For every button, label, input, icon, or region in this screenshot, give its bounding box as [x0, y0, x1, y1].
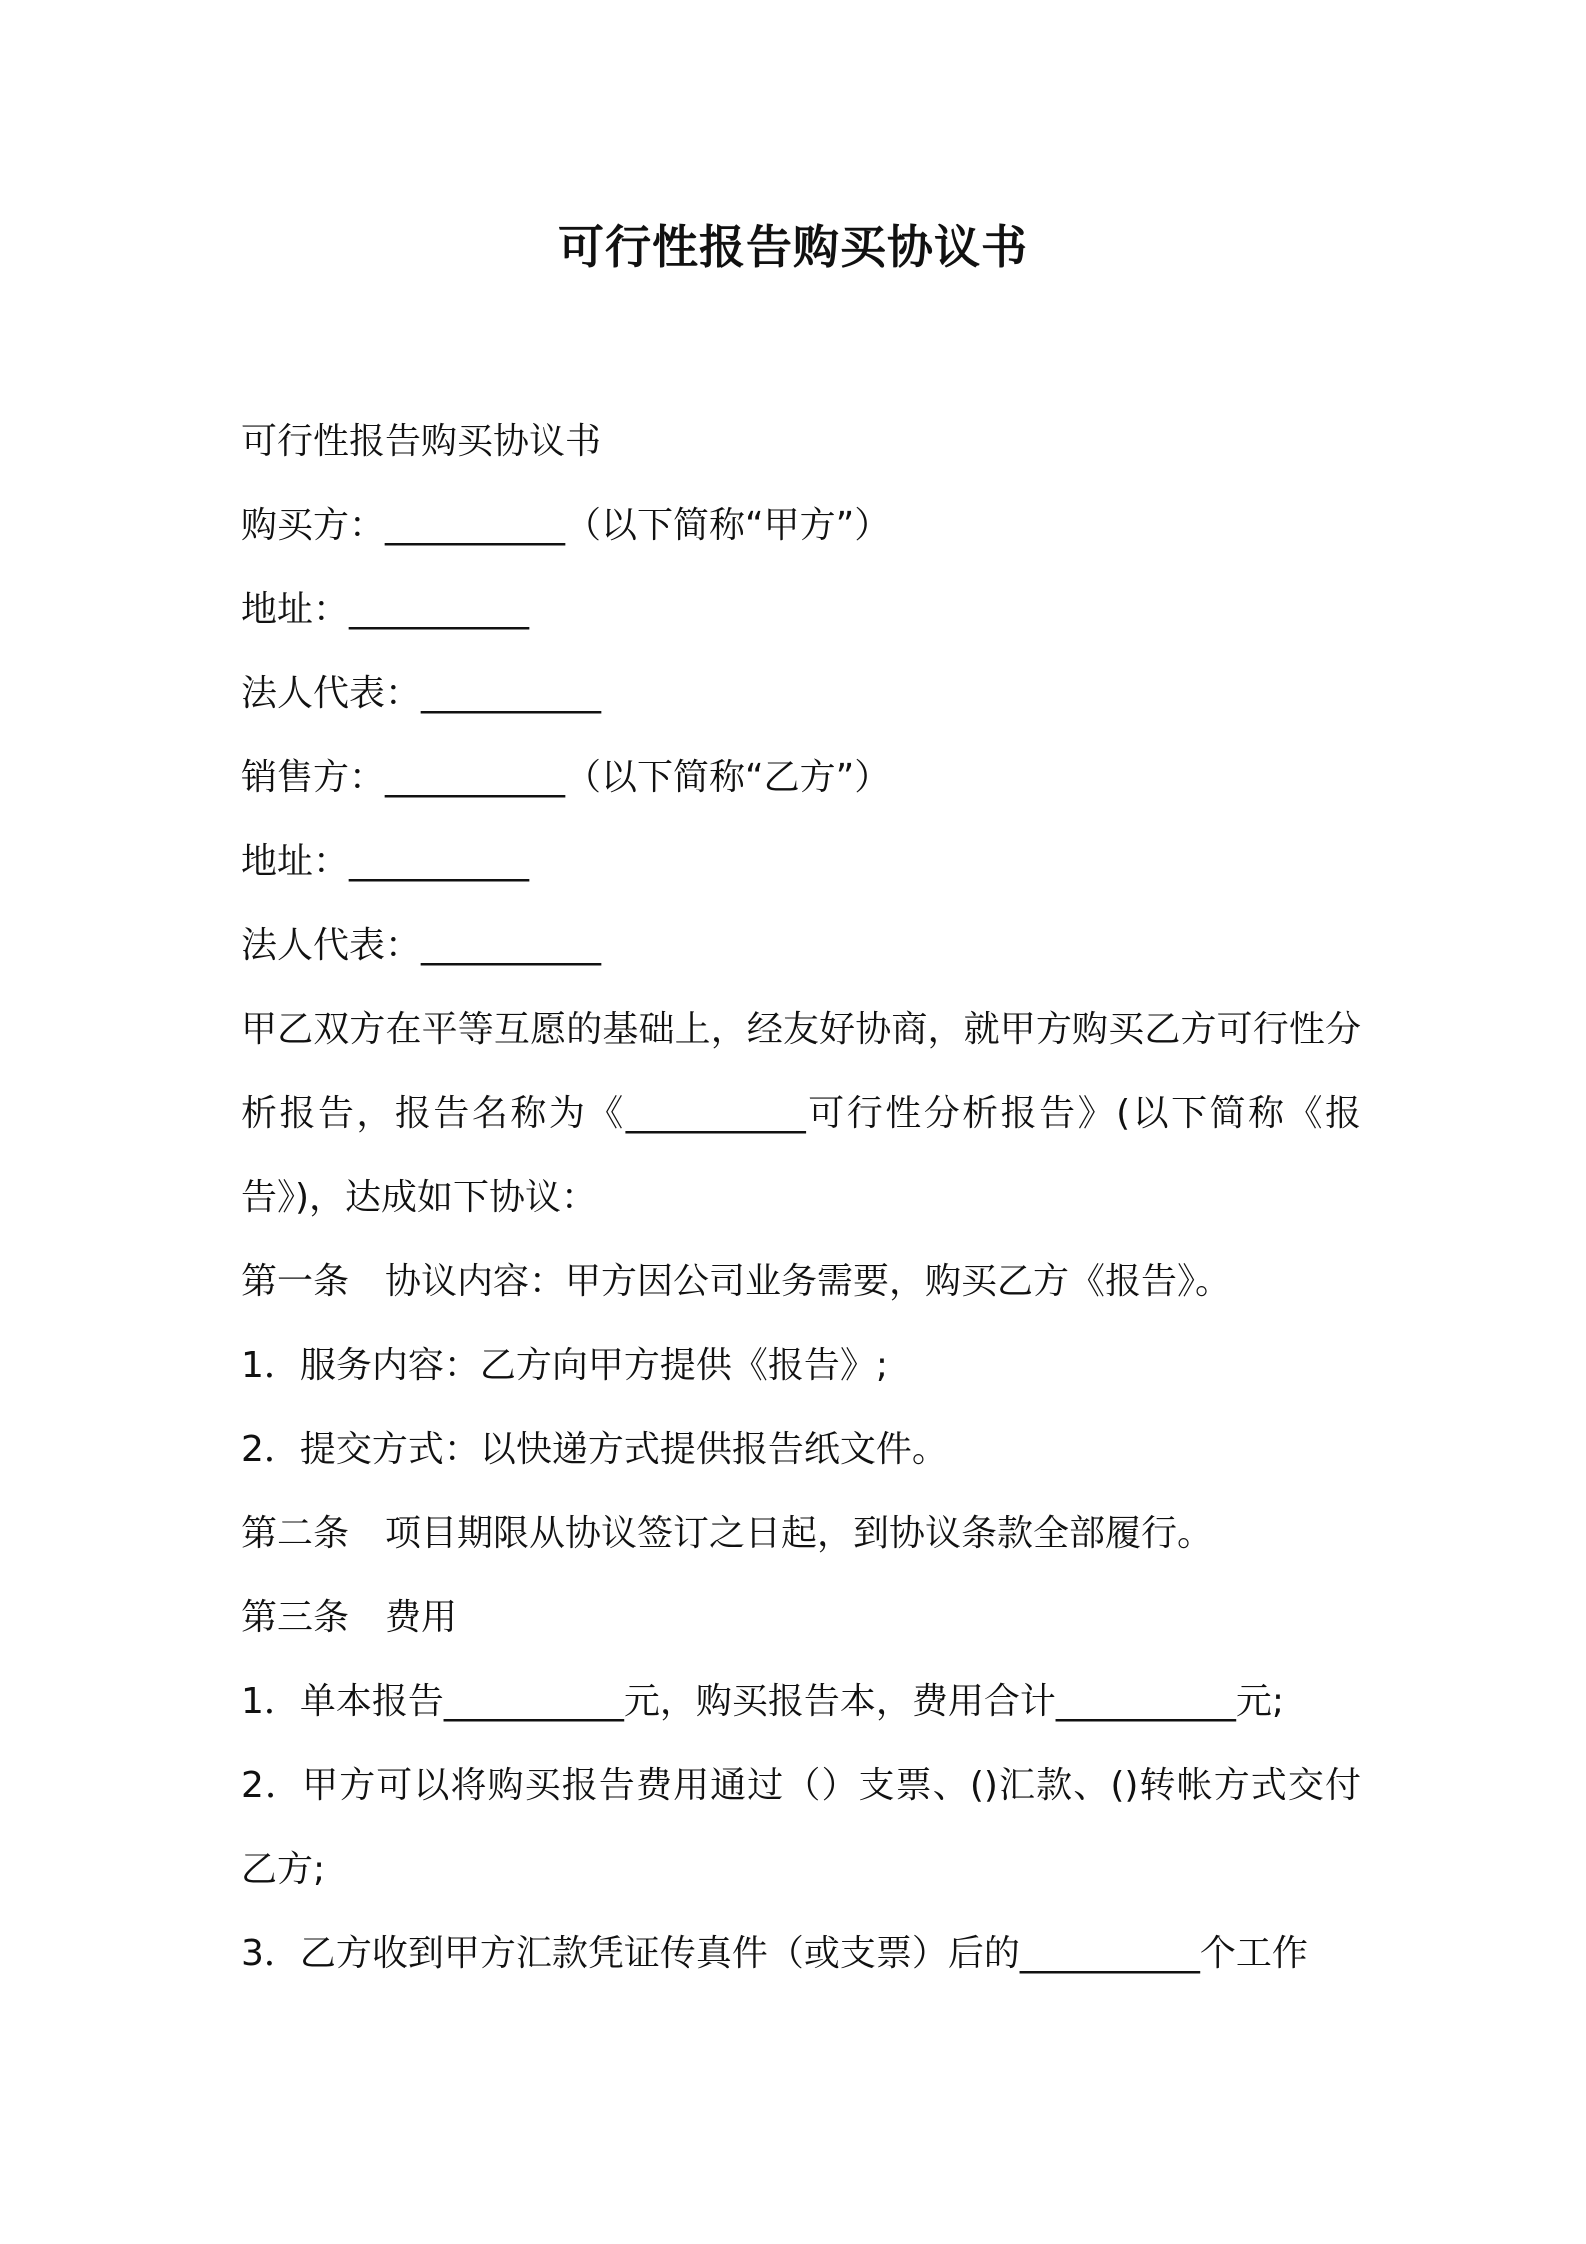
paragraph-heading: 可行性报告购买协议书 — [241, 421, 602, 462]
paragraph-article-3: 第三条 费用 — [241, 1597, 458, 1638]
paragraph-buyer: 购买方：__________（以下简称“甲方”） — [241, 505, 891, 546]
paragraph-article-3-item-1: 1．单本报告__________元，购买报告本，费用合计__________元; — [241, 1681, 1285, 1722]
document-title: 可行性报告购买协议书 — [558, 220, 1028, 274]
paragraph-seller-legal-rep: 法人代表：__________ — [241, 925, 602, 966]
document-body — [241, 400, 1361, 1996]
paragraph-buyer-legal-rep: 法人代表：__________ — [241, 673, 602, 714]
paragraph-article-1: 第一条 协议内容：甲方因公司业务需要，购买乙方《报告》。 — [241, 1261, 1232, 1302]
paragraph-article-3-item-2: 2．甲方可以将购买报告费用通过（）支票、()汇款、()转帐方式交付乙方; — [241, 1765, 1361, 1890]
paragraph-article-2: 第二条 项目期限从协议签订之日起，到协议条款全部履行。 — [241, 1513, 1214, 1554]
paragraph-seller-address: 地址：__________ — [241, 841, 530, 882]
paragraph-preamble: 甲乙双方在平等互愿的基础上，经友好协商，就甲方购买乙方可行性分析报告，报告名称为《__________可行性分析报告》(以下简称《报告》)，达成如下协议： — [241, 1009, 1361, 1218]
paragraph-article-1-item-1: 1．服务内容：乙方向甲方提供《报告》; — [241, 1345, 889, 1386]
paragraph-buyer-address: 地址：__________ — [241, 589, 530, 630]
paragraph-seller: 销售方：__________（以下简称“乙方”） — [241, 757, 891, 798]
paragraph-article-3-item-3: 3．乙方收到甲方汇款凭证传真件（或支票）后的__________个工作 — [241, 1933, 1308, 1974]
paragraph-article-1-item-2: 2．提交方式：以快递方式提供报告纸文件。 — [241, 1429, 948, 1470]
